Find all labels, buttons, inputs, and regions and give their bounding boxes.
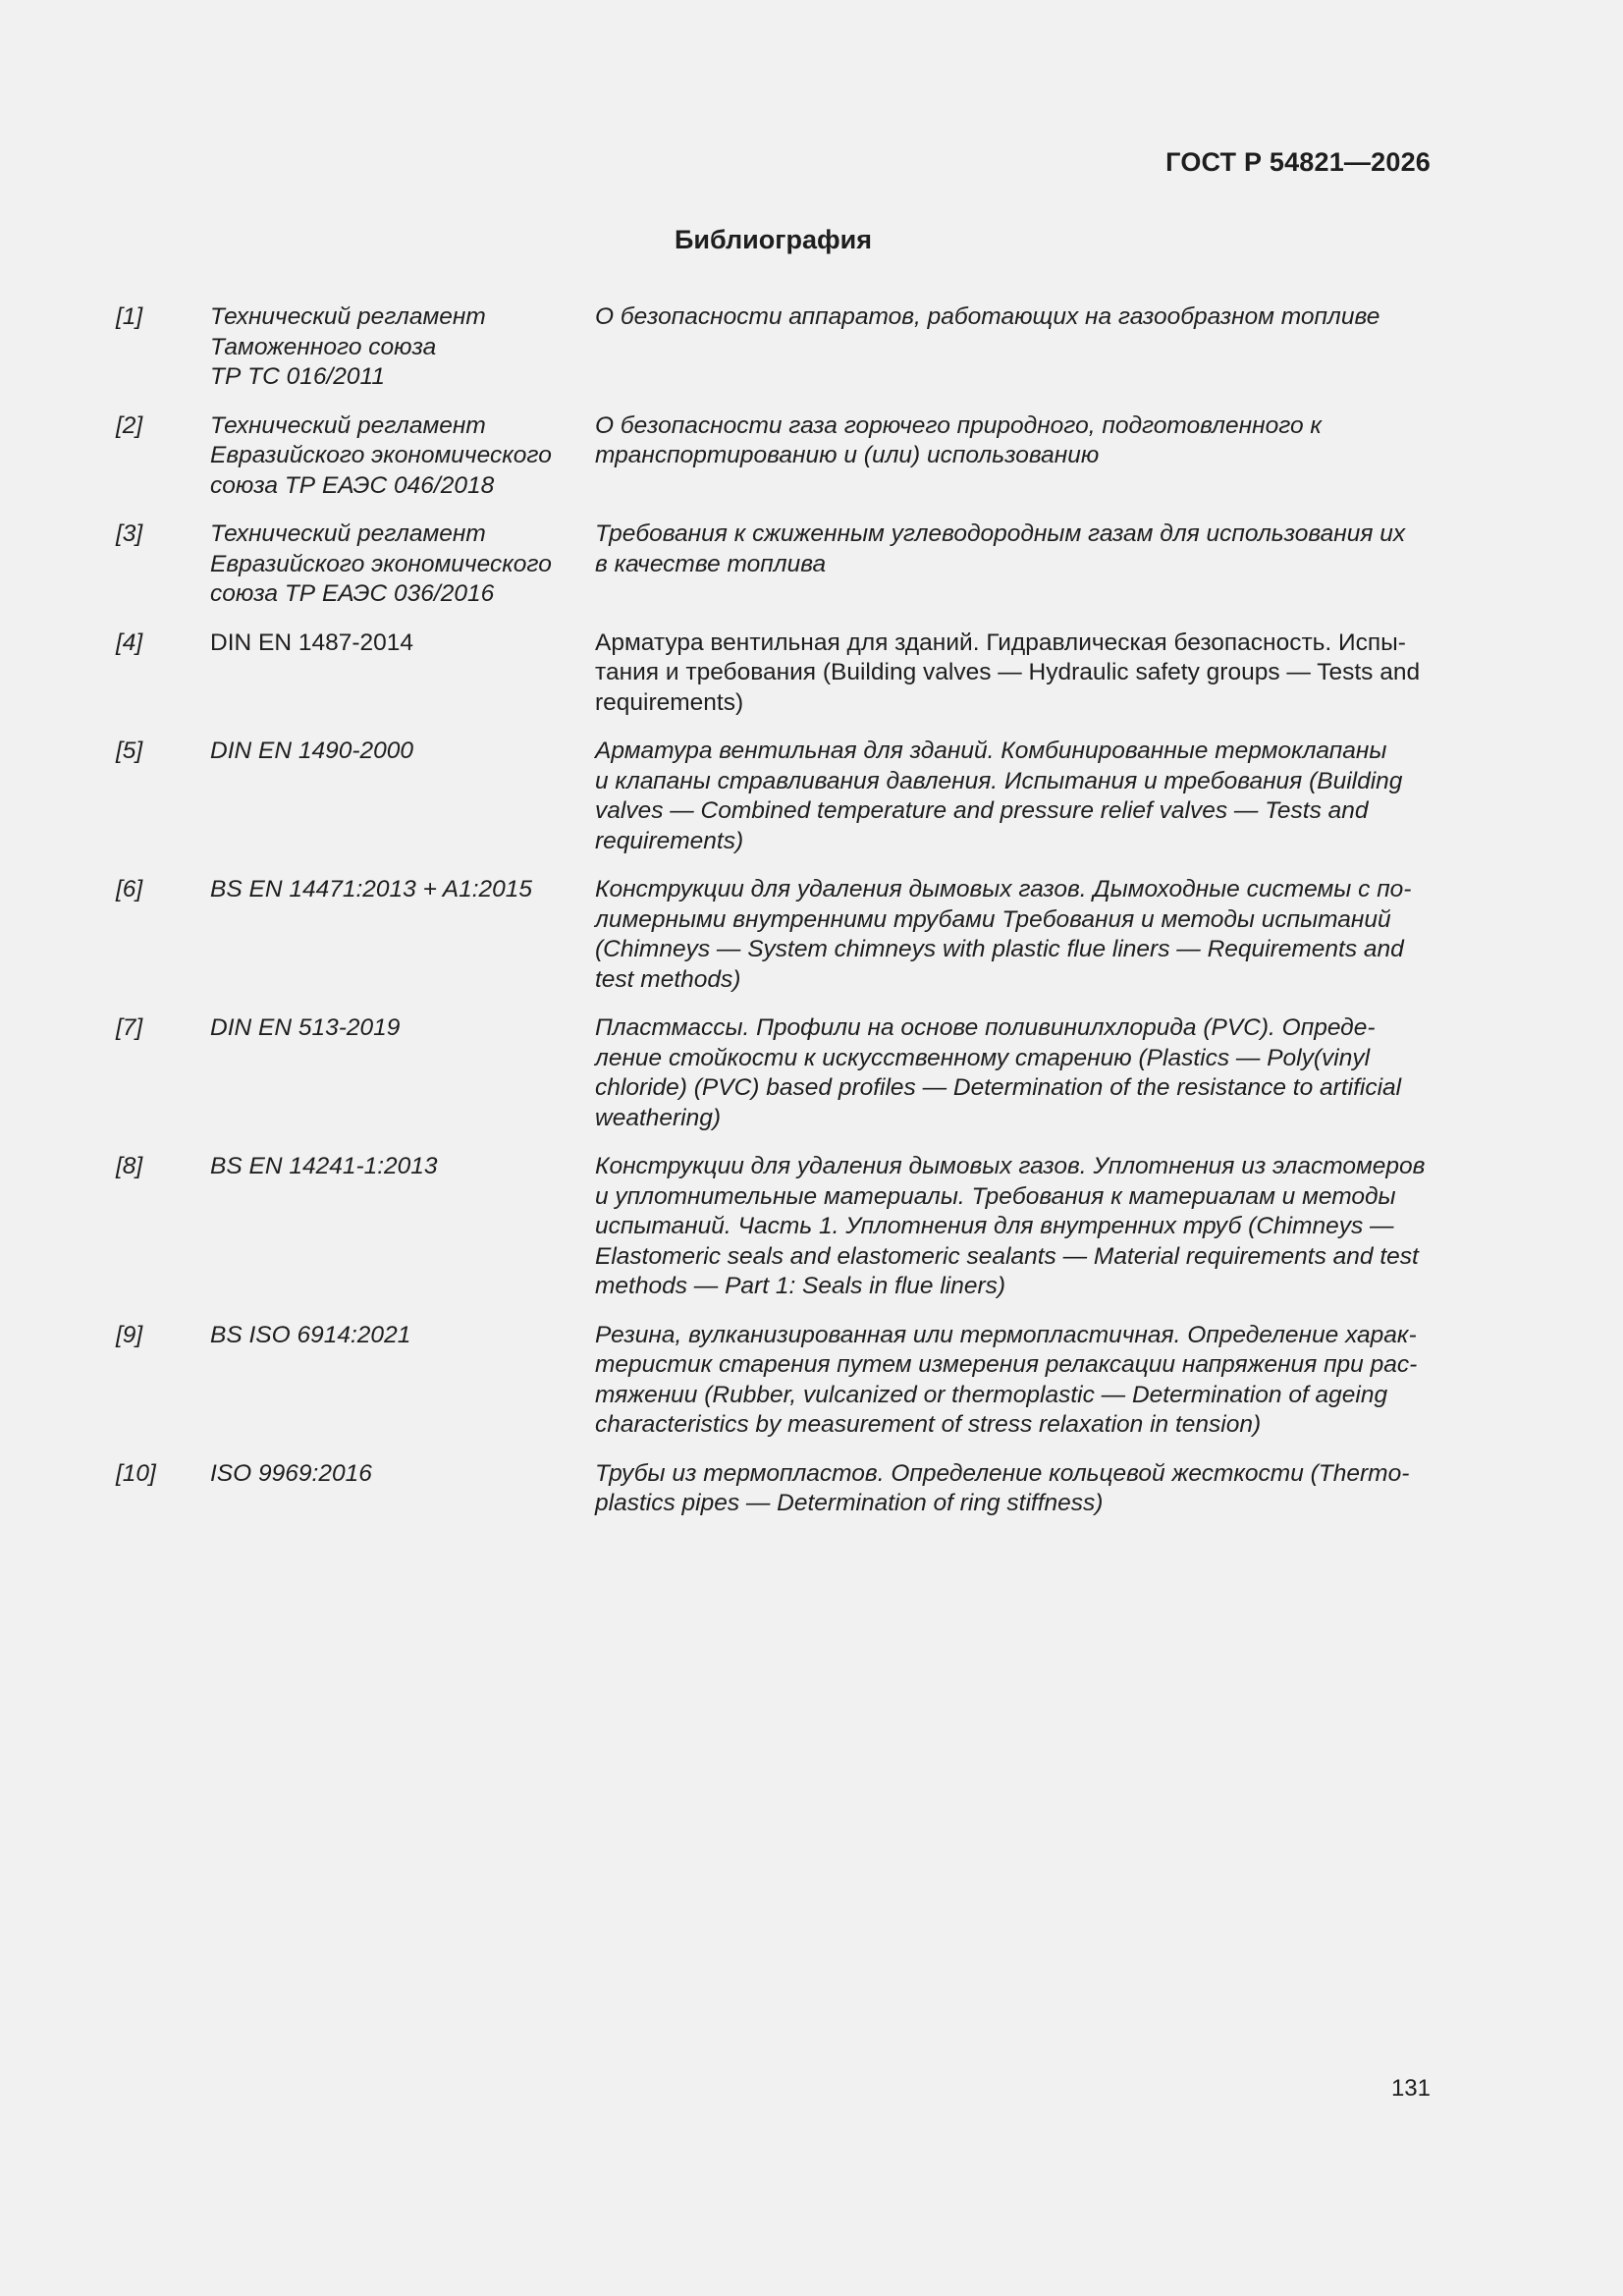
- entry-source: DIN EN 1490-2000: [210, 738, 414, 764]
- section-title: Библиография: [675, 225, 872, 254]
- entry-title: Резина, вулканизированная или термопластичная. Определение харак- теристик старения путем измерения релаксации напряжения при рас- тяжении (Rubber, vulcanized or thermoplastic — Determination of ageing characteristics by measurement of stress relaxation in tension): [595, 1321, 1418, 1438]
- bibliography-entry: [116, 1459, 1432, 1519]
- bibliography-entry: [116, 629, 1432, 719]
- entry-number: [6]: [116, 876, 143, 902]
- entry-title: Конструкции для удаления дымовых газов. Уплотнения из эластомеров и уплотнительные материалы. Требования к материалам и методы испытаний. Часть 1. Уплотнения для внутренних труб (Chimneys — Elastomeric seals and elastomeric sealants — Material requirements and test methods — Part 1: Seals in flue liners): [595, 1153, 1426, 1299]
- entry-title: Требования к сжиженным углеводородным газам для использования их в качестве топлива: [595, 520, 1406, 577]
- entry-number: [9]: [116, 1321, 143, 1348]
- bibliography-entry: [116, 1013, 1432, 1133]
- document-code: ГОСТ Р 54821—2026: [1165, 147, 1431, 177]
- entry-number: [1]: [116, 303, 143, 330]
- page-number: 131: [1390, 2075, 1431, 2102]
- entry-source: BS EN 14241-1:2013: [210, 1153, 438, 1179]
- bibliography-entry: [116, 1321, 1432, 1441]
- entry-source: Технический регламент Евразийского экономического союза ТР ЕАЭС 046/2018: [210, 411, 552, 499]
- entry-title: Трубы из термопластов. Определение кольцевой жесткости (Thermo- plastics pipes — Determination of ring stiffness): [595, 1459, 1410, 1516]
- bibliography-entry: [116, 1152, 1432, 1302]
- entry-title: Пластмассы. Профили на основе поливинилхлорида (PVC). Опреде- ление стойкости к искусственному старению (Plastics — Poly(vinyl chloride) (PVC) based profiles — Determination of the resistance to artificial weathering): [595, 1014, 1402, 1131]
- entry-source: Технический регламент Евразийского экономического союза ТР ЕАЭС 036/2016: [210, 520, 552, 607]
- entry-title: О безопасности аппаратов, работающих на газообразном топливе: [595, 303, 1380, 330]
- entry-title: О безопасности газа горючего природного, подготовленного к транспортированию и (или) использованию: [595, 411, 1323, 468]
- bibliography-entry: [116, 302, 1432, 393]
- entry-source: BS EN 14471:2013 + A1:2015: [210, 876, 533, 902]
- bibliography-entry: [116, 411, 1432, 502]
- entry-source: DIN EN 513-2019: [210, 1014, 401, 1041]
- entry-number: [8]: [116, 1153, 143, 1179]
- bibliography-entry: [116, 737, 1432, 856]
- entry-title: Арматура вентильная для зданий. Комбинированные термоклапаны и клапаны стравливания давления. Испытания и требования (Building valves — Combined temperature and pressure relief valves — Tests and requirements): [595, 738, 1403, 854]
- entry-number: [3]: [116, 520, 143, 547]
- entry-title: Конструкции для удаления дымовых газов. Дымоходные системы с по- лимерными внутренними трубами Требования и методы испытаний (Chimneys — System chimneys with plastic flue liners — Requirements and test methods): [595, 876, 1412, 993]
- entry-number: [10]: [116, 1459, 156, 1487]
- bibliography-entry: [116, 519, 1432, 610]
- entry-source: DIN EN 1487-2014: [210, 629, 414, 656]
- entry-source: ISO 9969:2016: [210, 1459, 372, 1487]
- entry-number: [7]: [116, 1014, 143, 1041]
- bibliography-list: [116, 302, 1432, 1538]
- entry-number: [4]: [116, 629, 143, 656]
- bibliography-entry: [116, 875, 1432, 995]
- entry-number: [5]: [116, 738, 143, 764]
- entry-source: Технический регламент Таможенного союза ТР ТС 016/2011: [210, 303, 486, 390]
- entry-source: BS ISO 6914:2021: [210, 1321, 411, 1348]
- entry-title: Арматура вентильная для зданий. Гидравлическая безопасность. Испы- тания и требования (Building valves — Hydraulic safety groups — Tests and requirements): [595, 629, 1421, 716]
- entry-number: [2]: [116, 411, 143, 439]
